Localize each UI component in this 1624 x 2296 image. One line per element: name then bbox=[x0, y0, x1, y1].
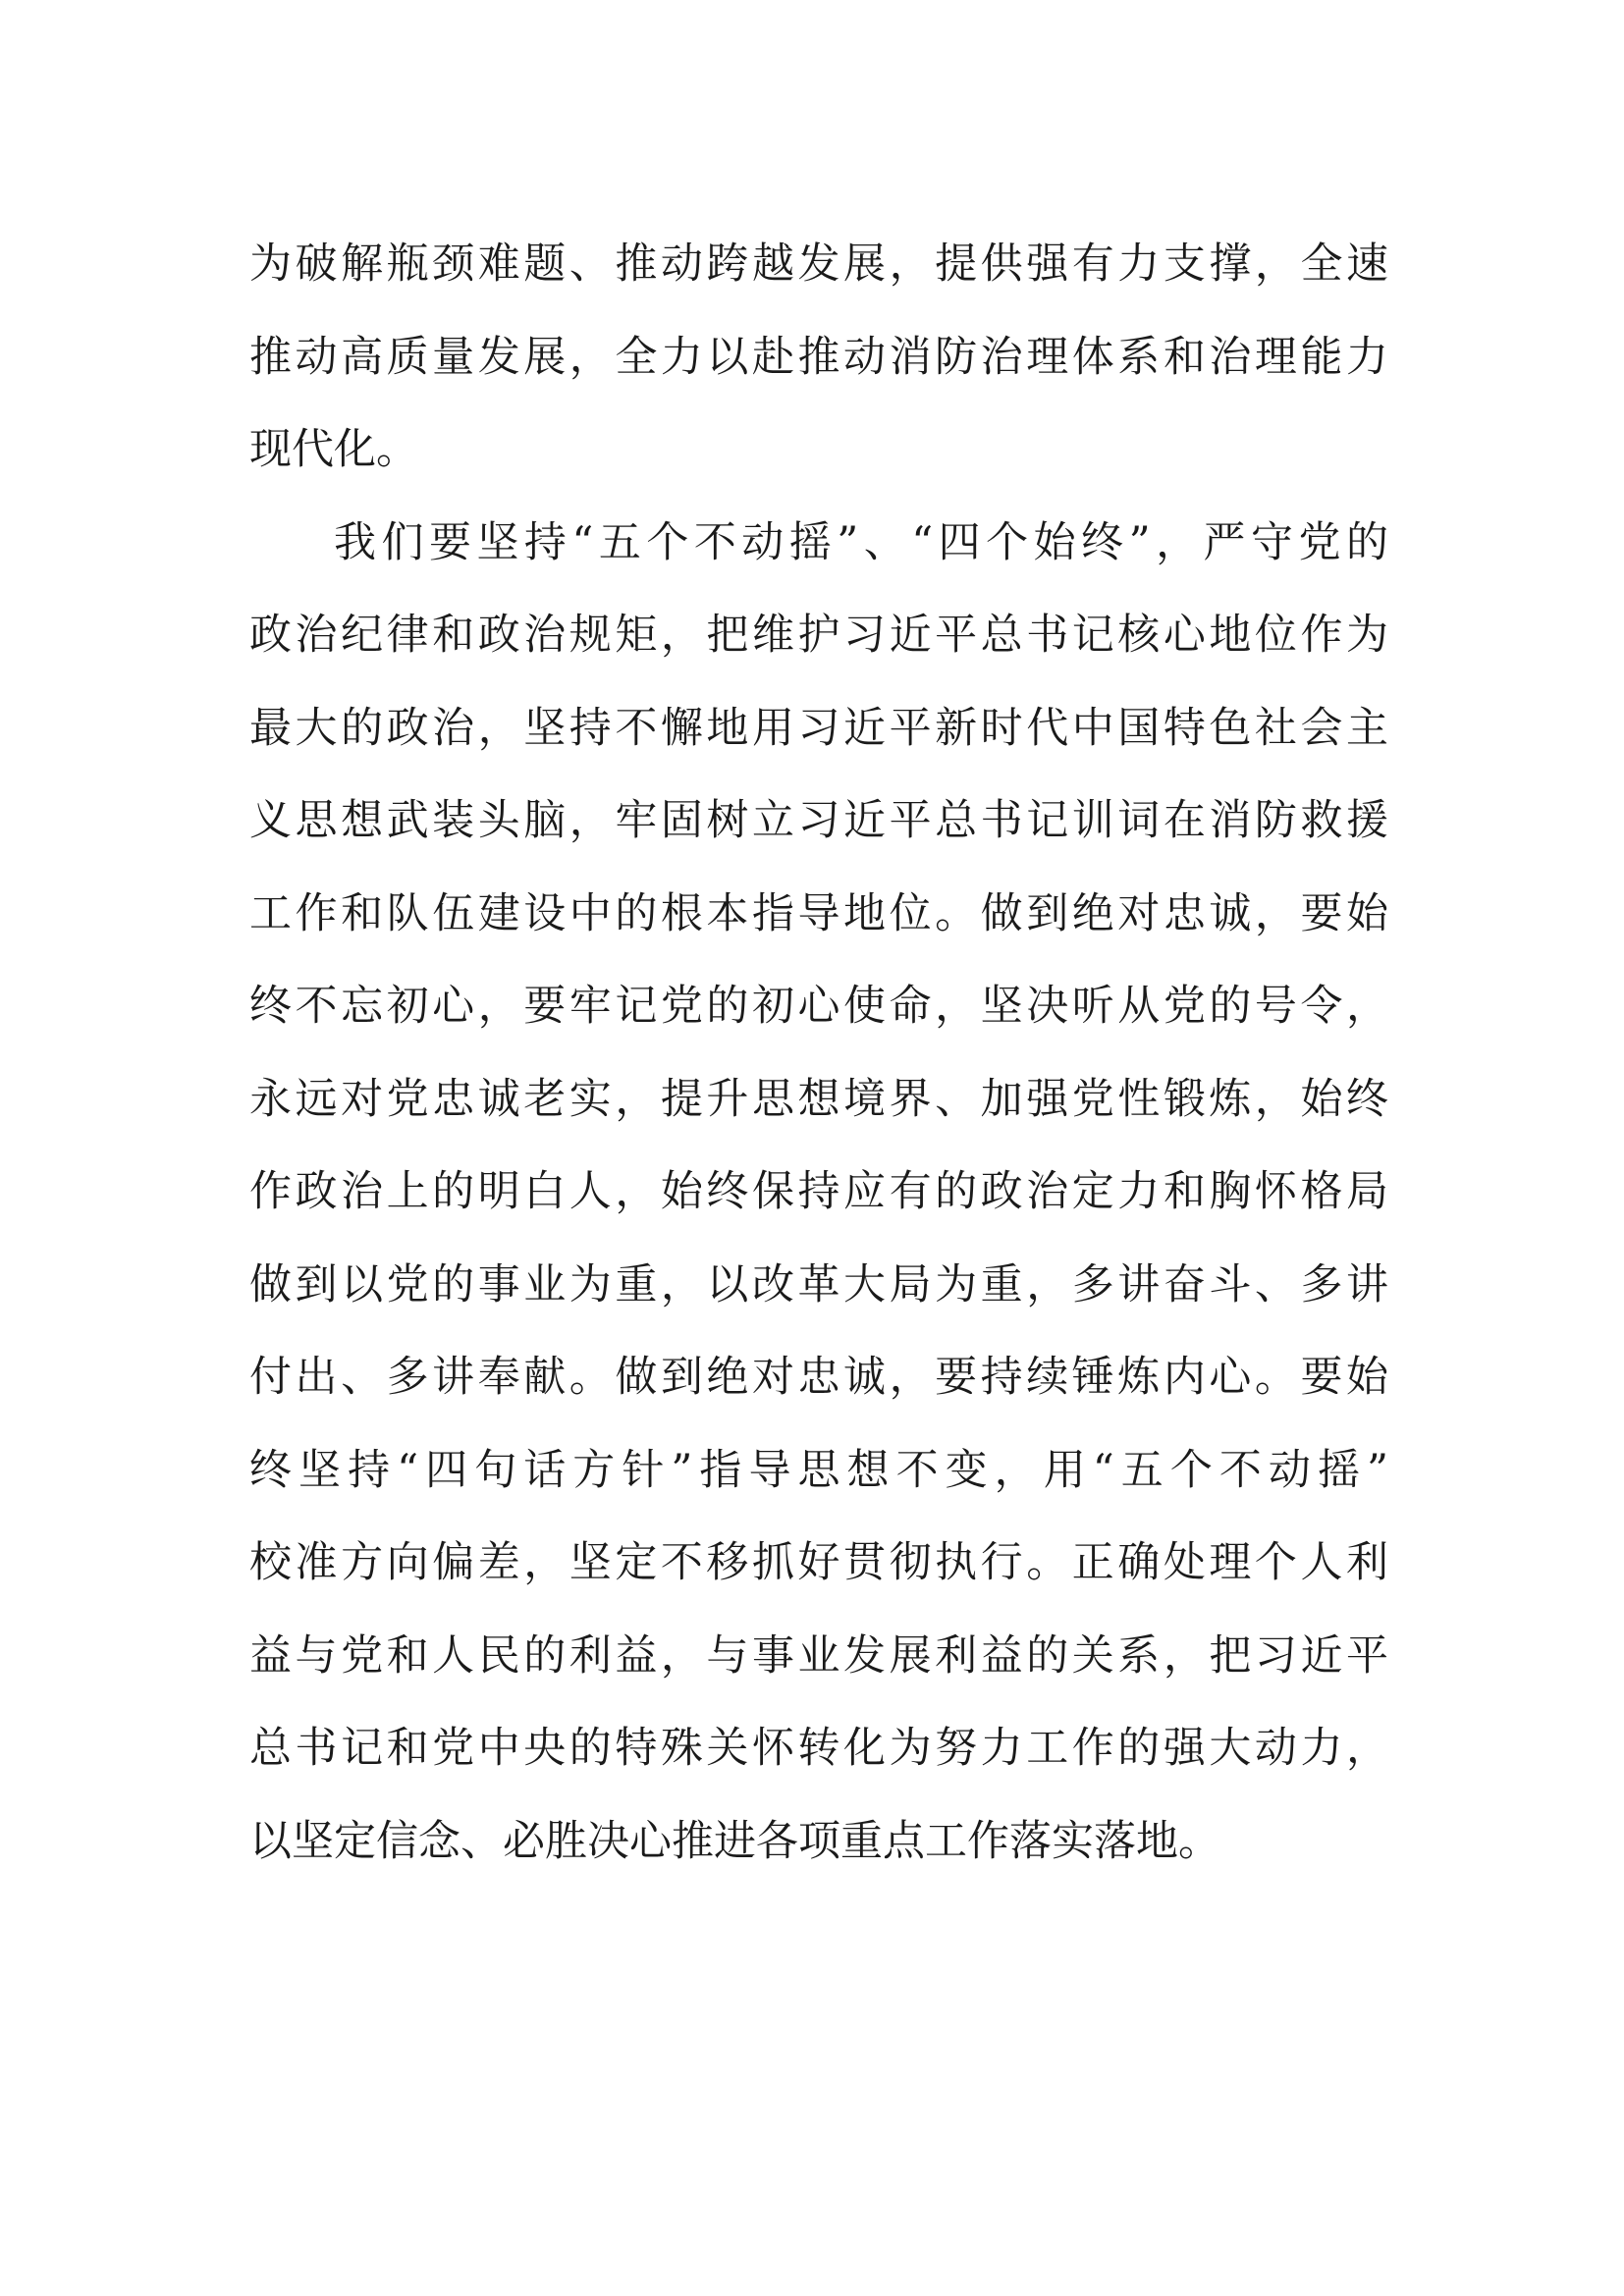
text-line: 政治纪律和政治规矩，把维护习近平总书记核心地位作为 bbox=[249, 611, 1388, 660]
text-line: 以坚定信念、必胜决心推进各项重点工作落实落地。 bbox=[249, 1816, 1220, 1866]
text-line: 推动高质量发展，全力以赴推动消防治理体系和治理能力 bbox=[249, 332, 1388, 382]
text-line: 义思想武装头脑，牢固树立习近平总书记训词在消防救援 bbox=[249, 796, 1388, 845]
document-body bbox=[249, 218, 1388, 1888]
text-line: 工作和队伍建设中的根本指导地位。做到绝对忠诚，要始 bbox=[249, 888, 1388, 938]
paragraph-1 bbox=[249, 218, 1388, 497]
text-line: 作政治上的明白人，始终保持应有的政治定力和胸怀格局 bbox=[249, 1167, 1388, 1216]
text-line: 为破解瓶颈难题、推动跨越发展，提供强有力支撑，全速 bbox=[249, 240, 1388, 289]
text-line: 终坚持“四句话方针”指导思想不变，用“五个不动摇” bbox=[249, 1445, 1388, 1495]
paragraph-2 bbox=[249, 497, 1388, 1889]
text-line: 我们要坚持“五个不动摇”、“四个始终”，严守党的 bbox=[334, 517, 1388, 567]
text-line: 现代化。 bbox=[249, 425, 418, 474]
text-line: 总书记和党中央的特殊关怀转化为努力工作的强大动力， bbox=[249, 1724, 1388, 1773]
text-line: 校准方向偏差，坚定不移抓好贯彻执行。正确处理个人利 bbox=[249, 1538, 1388, 1587]
text-line: 益与党和人民的利益，与事业发展利益的关系，把习近平 bbox=[249, 1630, 1388, 1681]
text-line: 做到以党的事业为重，以改革大局为重，多讲奋斗、多讲 bbox=[249, 1259, 1388, 1309]
text-line: 永远对党忠诚老实，提升思想境界、加强党性锻炼，始终 bbox=[249, 1074, 1388, 1124]
text-line: 最大的政治，坚持不懈地用习近平新时代中国特色社会主 bbox=[249, 703, 1388, 753]
text-line: 终不忘初心，要牢记党的初心使命，坚决听从党的号令， bbox=[249, 982, 1388, 1031]
text-line: 付出、多讲奉献。做到绝对忠诚，要持续锤炼内心。要始 bbox=[249, 1353, 1388, 1402]
